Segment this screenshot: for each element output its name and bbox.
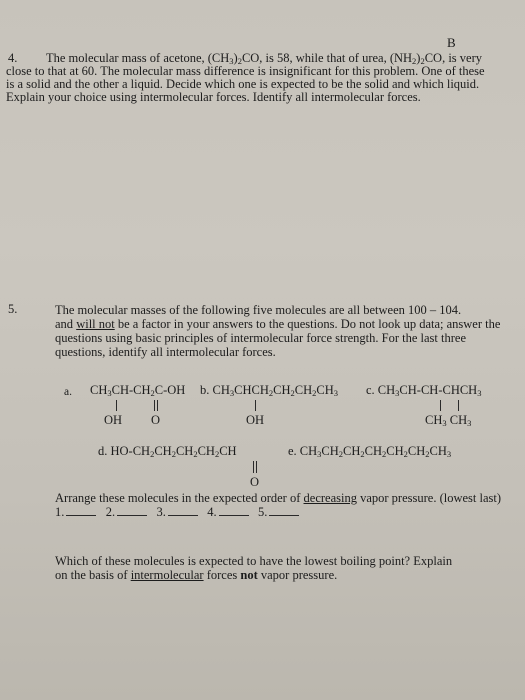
molecule-b-formula: b. $CH_3CHCH_2CH_2CH_2CH_3$ bbox=[200, 383, 338, 398]
question-4-number: 4. bbox=[8, 51, 18, 65]
question-4-line-1: The molecular mass of acetone, $(CH_3)_2CO$, is 58, while that of urea, $(NH_2)_2CO$, is very bbox=[46, 51, 483, 66]
molecule-b-oh: OH bbox=[246, 413, 265, 427]
bond-line bbox=[157, 400, 158, 411]
molecule-d-formula: d. $HO-CH_2CH_2CH_2CH_2CH$ bbox=[98, 444, 237, 459]
blank-2-label: 2. bbox=[105, 505, 116, 519]
blank-3-label: 3. bbox=[156, 505, 166, 519]
molecule-c-formula: c. $CH_3CH-CH-CHCH_3$ bbox=[366, 383, 482, 398]
molecule-e-formula: e. $CH_3CH_2CH_2CH_2CH_2CH_2CH_3$ bbox=[288, 444, 452, 459]
arrange-prompt: Arrange these molecules in the expected order of decreasing vapor pressure. (lowest last) bbox=[55, 491, 502, 505]
boiling-point-line-2: on the basis of intermolecular forces not vapor pressure. bbox=[55, 568, 338, 582]
question-4-line-2: close to that at 60. The molecular mass difference is insignificant for this problem. One of these bbox=[6, 64, 485, 78]
molecule-a-label: a. bbox=[64, 386, 72, 398]
answer-blanks bbox=[55, 505, 299, 520]
blank-1[interactable] bbox=[66, 506, 96, 516]
page-letter: B bbox=[447, 35, 456, 50]
boiling-point-line-1: Which of these molecules is expected to have the lowest boiling point? Explain bbox=[55, 554, 453, 568]
blank-5[interactable] bbox=[269, 506, 299, 516]
molecule-a-oh: OH bbox=[104, 413, 123, 427]
molecule-a-oxygen: O bbox=[151, 413, 161, 427]
blank-5-label: 5. bbox=[258, 505, 268, 519]
bond-line bbox=[116, 400, 117, 411]
question-5-number: 5. bbox=[8, 302, 18, 316]
bond-line bbox=[458, 400, 459, 411]
blank-3[interactable] bbox=[168, 506, 198, 516]
molecule-c-substituents: $CH_3$ $CH_3$ bbox=[425, 413, 472, 428]
bond-line bbox=[255, 400, 256, 411]
question-5-line-4: questions, identify all intermolecular forces. bbox=[55, 345, 276, 359]
question-5-line-1: The molecular masses of the following five molecules are all between 100 – 104. bbox=[55, 303, 462, 317]
molecule-d-oxygen: O bbox=[250, 475, 260, 489]
molecule-a-formula: $CH_3CH-CH_2C-OH$ bbox=[90, 383, 186, 398]
question-5-line-3: questions using basic principles of intermolecular force strength. For the last three bbox=[55, 331, 466, 345]
question-5-line-2: and will not be a factor in your answers to the questions. Do not look up data; answer the bbox=[55, 317, 501, 331]
question-4-line-4: Explain your choice using intermolecular forces. Identify all intermolecular forces. bbox=[6, 90, 421, 104]
bond-line bbox=[253, 461, 254, 473]
blank-2[interactable] bbox=[117, 506, 147, 516]
bond-line bbox=[256, 461, 257, 473]
blank-4[interactable] bbox=[219, 506, 249, 516]
bond-line bbox=[154, 400, 155, 411]
bond-line bbox=[440, 400, 441, 411]
blank-1-label: 1. bbox=[55, 505, 65, 519]
blank-4-label: 4. bbox=[207, 505, 217, 519]
question-4-line-3: is a solid and the other a liquid. Decide which one is expected to be the solid and which liquid. bbox=[6, 77, 480, 91]
